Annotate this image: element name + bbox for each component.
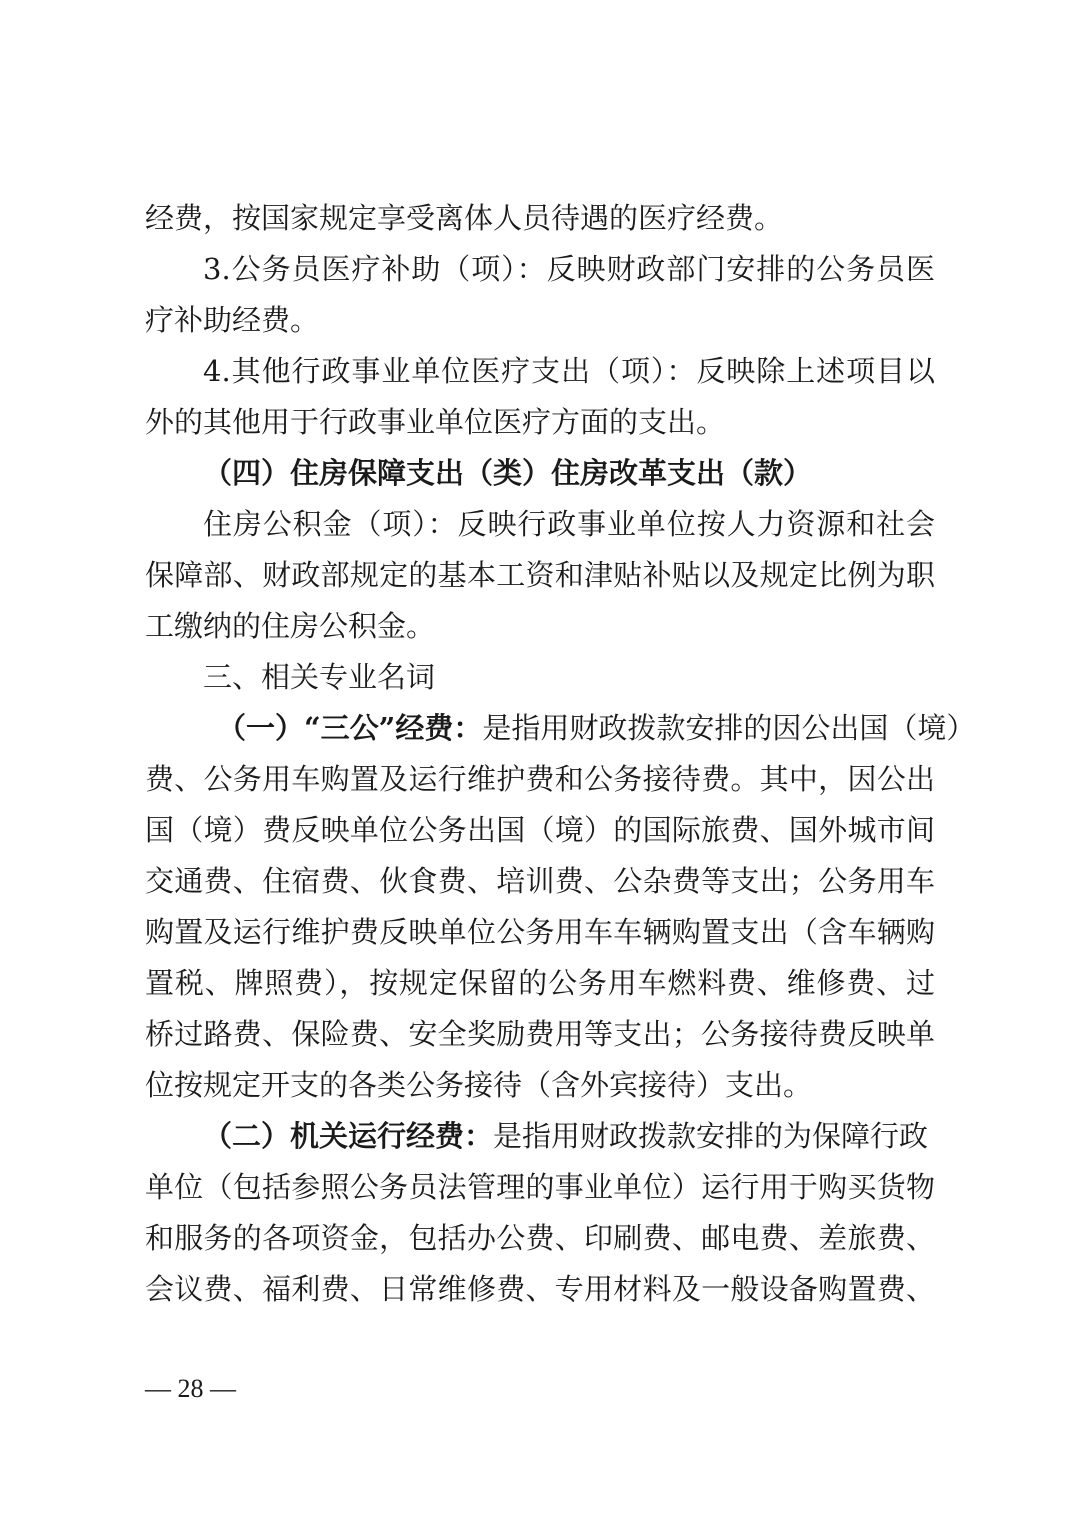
term-line-operating-funds (145, 1111, 935, 1162)
paragraph-line: 费、公务用车购置及运行维护费和公务接待费。其中，因公出 (145, 762, 935, 796)
term-operating-funds: （二）机关运行经费： (203, 1119, 494, 1153)
paragraph-line: 保障部、财政部规定的基本工资和津贴补贴以及规定比例为职 (145, 558, 935, 592)
term-san-gong-definition: 是指用财政拨款安排的因公出国（境） (482, 711, 976, 745)
paragraph-line: 国（境）费反映单位公务出国（境）的国际旅费、国外城市间 (145, 813, 935, 847)
paragraph-line: 经费，按国家规定享受离体人员待遇的医疗经费。 (145, 201, 784, 235)
paragraph-line: 外的其他用于行政事业单位医疗方面的支出。 (145, 405, 726, 439)
paragraph-line: 4.其他行政事业单位医疗支出（项）：反映除上述项目以 (203, 354, 935, 388)
paragraph-line: 和服务的各项资金，包括办公费、印刷费、邮电费、差旅费、 (145, 1221, 935, 1255)
paragraph-line: 疗补助经费。 (145, 303, 320, 337)
document-body (145, 193, 976, 1315)
paragraph-line: 桥过路费、保险费、安全奖励费用等支出；公务接待费反映单 (145, 1017, 935, 1051)
term-line-san-gong (145, 703, 976, 754)
paragraph-line: 会议费、福利费、日常维修费、专用材料及一般设备购置费、 (145, 1272, 935, 1306)
paragraph-line: 工缴纳的住房公积金。 (145, 609, 436, 643)
section-heading-terms: 三、相关专业名词 (203, 660, 436, 694)
term-operating-funds-definition: 是指用财政拨款安排的为保障行政 (493, 1119, 929, 1153)
paragraph-line: 单位（包括参照公务员法管理的事业单位）运行用于购买货物 (145, 1170, 935, 1204)
page-number: — 28 — (145, 1374, 236, 1403)
paragraph-line: 位按规定开支的各类公务接待（含外宾接待）支出。 (145, 1068, 813, 1102)
paragraph-line: 3.公务员医疗补助（项）：反映财政部门安排的公务员医 (203, 252, 935, 286)
section-heading-housing: （四）住房保障支出（类）住房改革支出（款） (203, 456, 813, 490)
paragraph-line: 购置及运行维护费反映单位公务用车车辆购置支出（含车辆购 (145, 915, 935, 949)
paragraph-line: 置税、牌照费），按规定保留的公务用车燃料费、维修费、过 (145, 966, 935, 1000)
paragraph-line: 住房公积金（项）：反映行政事业单位按人力资源和社会 (203, 507, 935, 541)
paragraph-line: 交通费、住宿费、伙食费、培训费、公杂费等支出；公务用车 (145, 864, 935, 898)
term-san-gong: （一）“三公”经费： (217, 711, 483, 745)
